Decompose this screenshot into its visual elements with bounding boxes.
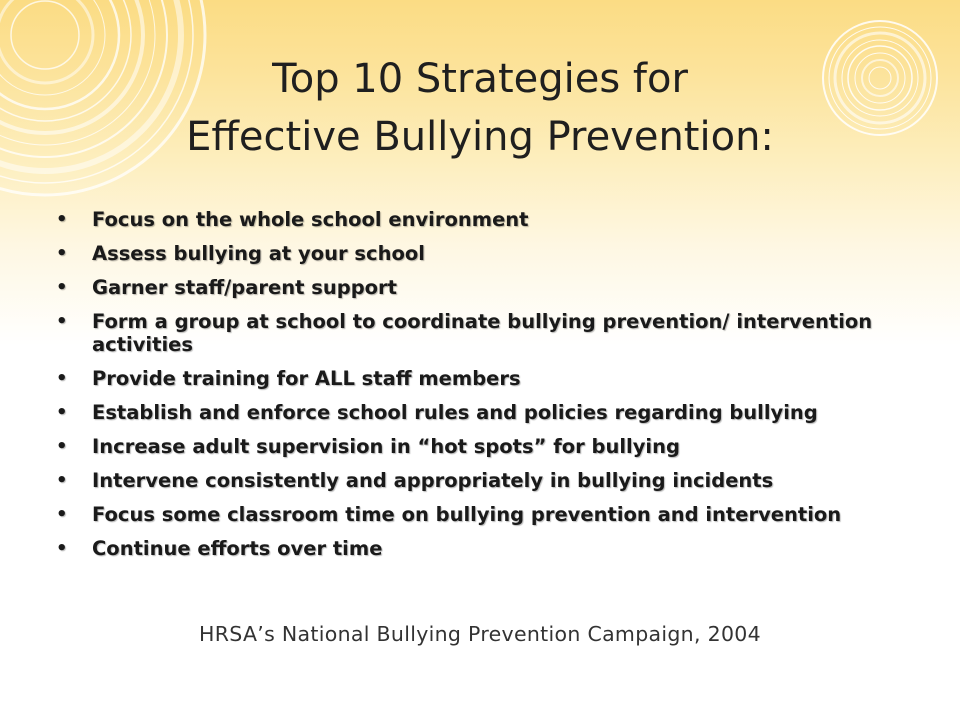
list-item (54, 208, 914, 231)
bullet-icon: • (56, 368, 68, 389)
bullet-icon: • (56, 243, 68, 264)
list-item-text: Provide training for ALL staff members (92, 367, 521, 390)
list-item-text: Focus some classroom time on bullying prevention and intervention (92, 503, 842, 526)
bullet-icon: • (56, 504, 68, 525)
bullet-icon: • (56, 436, 68, 457)
list-item-text: Garner staff/parent support (92, 276, 397, 299)
list-item (54, 276, 914, 299)
bullet-icon: • (56, 470, 68, 491)
list-item-text: Form a group at school to coordinate bullying prevention/ intervention activities (92, 310, 873, 356)
bullet-icon: • (56, 538, 68, 559)
slide-title (40, 50, 920, 166)
list-item-text: Increase adult supervision in “hot spots” for bullying (92, 435, 680, 458)
list-item-text: Continue efforts over time (92, 537, 383, 560)
list-item (54, 367, 914, 390)
title-line-1: Top 10 Strategies for (272, 56, 688, 102)
list-item (54, 503, 914, 526)
bullet-icon: • (56, 402, 68, 423)
list-item-text: Assess bullying at your school (92, 242, 425, 265)
list-item (54, 537, 914, 560)
bullet-icon: • (56, 311, 68, 332)
list-item (54, 469, 914, 492)
citation: HRSA’s National Bullying Prevention Campaign, 2004 (199, 622, 761, 646)
list-item (54, 401, 914, 424)
bullet-icon: • (56, 209, 68, 230)
list-item (54, 435, 914, 458)
strategy-list (54, 208, 914, 571)
list-item (54, 242, 914, 265)
list-item-text: Establish and enforce school rules and policies regarding bullying (92, 401, 818, 424)
title-line-2: Effective Bullying Prevention: (186, 114, 774, 160)
list-item (54, 310, 914, 356)
list-item-text: Focus on the whole school environment (92, 208, 529, 231)
bullet-icon: • (56, 277, 68, 298)
list-item-text: Intervene consistently and appropriately in bullying incidents (92, 469, 774, 492)
